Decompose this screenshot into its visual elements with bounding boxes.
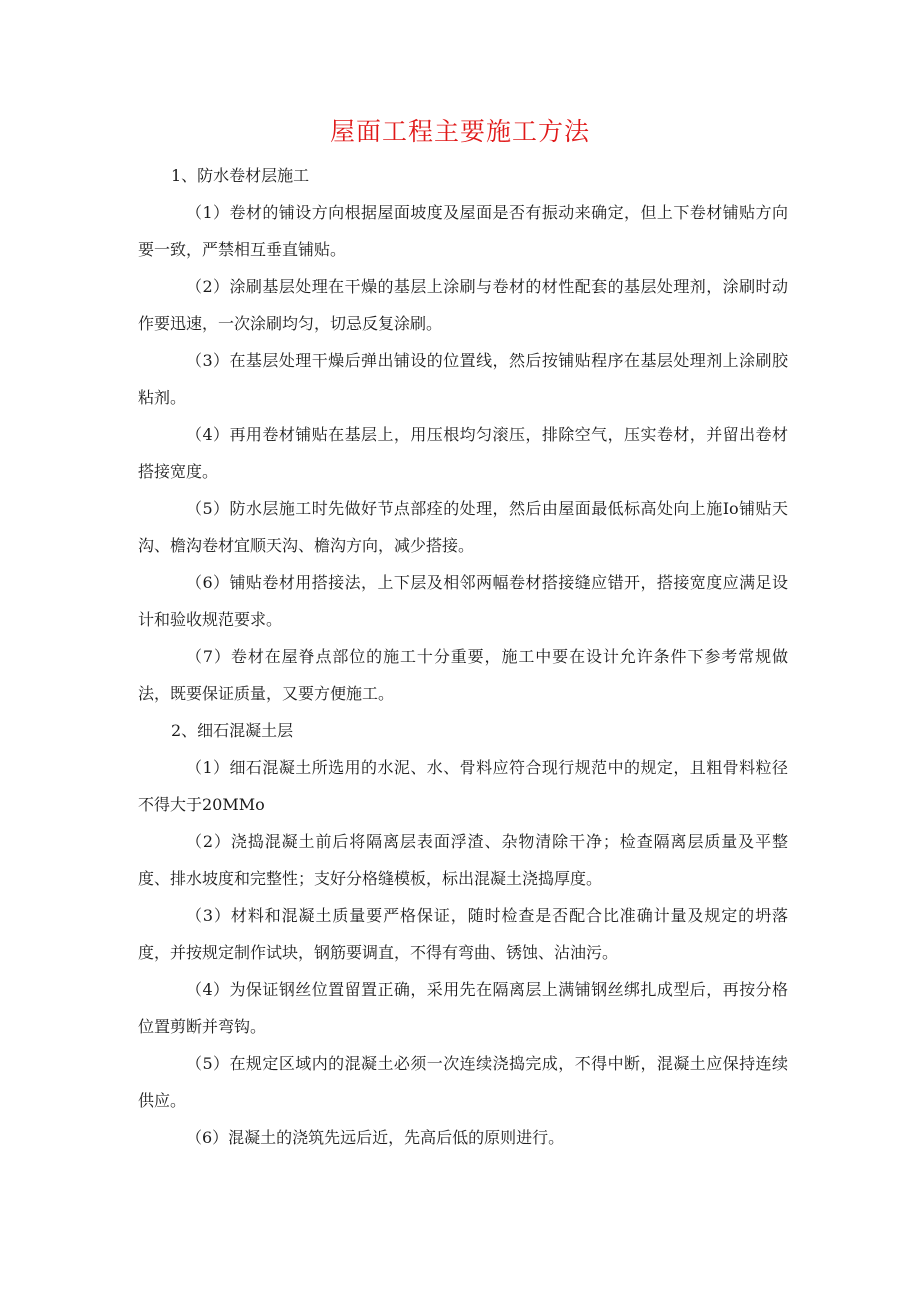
paragraph: （3）材料和混凝土质量要严格保证，随时检查是否配合比准确计量及规定的坍落度，并按规定制作试块，钢筋要调直，不得有弯曲、锈蚀、沾油污。 — [138, 906, 788, 962]
paragraph: （3）在基层处理干燥后弹出铺设的位置线，然后按铺贴程序在基层处理剂上涂刷胶粘剂。 — [138, 351, 788, 407]
paragraph: （1）卷材的铺设方向根据屋面坡度及屋面是否有振动来确定，但上下卷材铺贴方向要一致，严禁相互垂直铺贴。 — [138, 203, 788, 259]
document-body — [138, 157, 788, 1156]
paragraph: （2）涂刷基层处理在干燥的基层上涂刷与卷材的材性配套的基层处理剂，涂刷时动作要迅速，一次涂刷均匀，切忌反复涂刷。 — [138, 277, 788, 333]
paragraph: （2）浇捣混凝土前后将隔离层表面浮渣、杂物清除干净；检查隔离层质量及平整度、排水坡度和完整性；支好分格缝模板，标出混凝土浇捣厚度。 — [138, 832, 788, 888]
paragraph: （6）混凝土的浇筑先远后近，先高后低的原则进行。 — [186, 1128, 565, 1147]
paragraph: （6）铺贴卷材用搭接法，上下层及相邻两幅卷材搭接缝应错开，搭接宽度应满足设计和验收规范要求。 — [138, 573, 788, 629]
paragraph: （4）为保证钢丝位置留置正确，采用先在隔离层上满铺钢丝绑扎成型后，再按分格位置剪断并弯钩。 — [138, 980, 788, 1036]
paragraph: （5）防水层施工时先做好节点部痊的处理，然后由屋面最低标高处向上施Io铺贴天沟、檐沟卷材宜顺天沟、檐沟方向，减少搭接。 — [138, 499, 788, 555]
section-heading: 1、防水卷材层施工 — [171, 166, 310, 185]
paragraph: （5）在规定区域内的混凝土必须一次连续浇捣完成，不得中断，混凝土应保持连续供应。 — [138, 1054, 788, 1110]
section-heading: 2、细石混凝土层 — [171, 721, 294, 740]
document-title: 屋面工程主要施工方法 — [329, 117, 590, 146]
paragraph: （7）卷材在屋脊点部位的施工十分重要，施工中要在设计允许条件下参考常规做法，既要保证质量，又要方便施工。 — [138, 647, 788, 703]
paragraph: （1）细石混凝土所选用的水泥、水、骨料应符合现行规范中的规定，且粗骨料粒径不得大于20MMo — [138, 758, 788, 814]
paragraph: （4）再用卷材铺贴在基层上，用压根均匀滚压，排除空气，压实卷材，并留出卷材搭接宽度。 — [138, 425, 788, 481]
